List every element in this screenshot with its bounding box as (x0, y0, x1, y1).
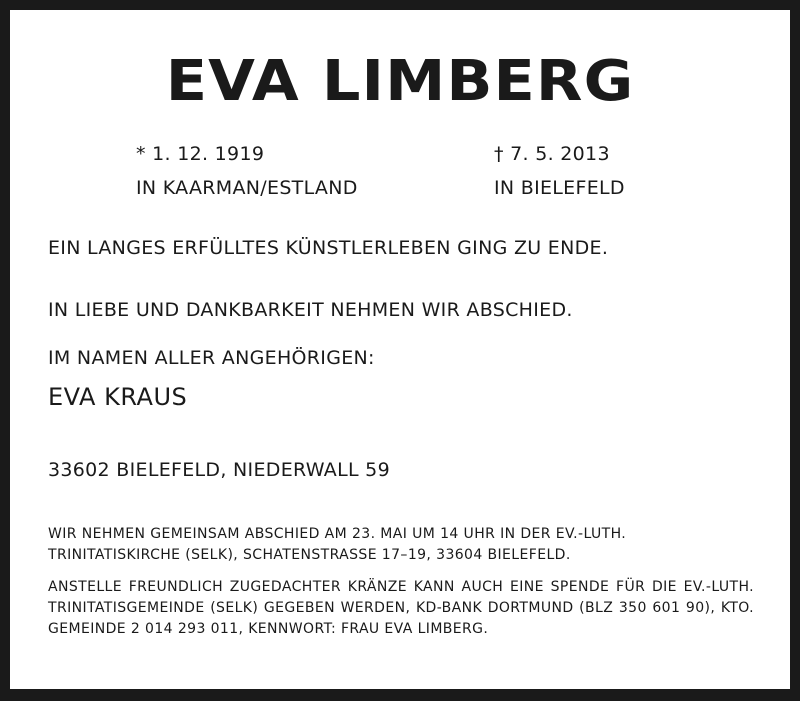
donation-info: ANSTELLE FREUNDLICH ZUGEDACHTER KRÄNZE KANN AUCH EINE SPENDE FÜR DIE EV.-LUTH. TRINITATISGEMEINDE (SELK) GEGEBEN WERDEN, KD-BANK DORTMUND (BLZ 350 601 90), KTO. GEMEINDE 2 014 293 011, KENNWORT: FRAU EVA LIMBERG. (48, 579, 754, 637)
deceased-name: EVA LIMBERG (165, 49, 635, 114)
relatives-intro: IM NAMEN ALLER ANGEHÖRIGEN: (48, 347, 375, 369)
death-place: IN BIELEFELD (494, 177, 625, 199)
life-statement: EIN LANGES ERFÜLLTES KÜNSTLERLEBEN GING ZU ENDE. (48, 237, 609, 259)
service-info: WIR NEHMEN GEMEINSAM ABSCHIED AM 23. MAI UM 14 UHR IN DER EV.-LUTH. TRINITATISKIRCHE (SELK), SCHATENSTRASSE 17–19, 33604 BIELEFELD. (48, 526, 627, 563)
birth-place: IN KAARMAN/ESTLAND (136, 177, 358, 199)
signer-address: 33602 BIELEFELD, NIEDERWALL 59 (48, 459, 390, 481)
signer-name: EVA KRAUS (48, 383, 188, 411)
death-date: † 7. 5. 2013 (494, 143, 610, 165)
birth-block (136, 137, 358, 205)
farewell-statement: IN LIEBE UND DANKBARKEIT NEHMEN WIR ABSCHIED. (48, 299, 573, 321)
death-block (494, 137, 625, 205)
birth-date: * 1. 12. 1919 (136, 143, 265, 165)
